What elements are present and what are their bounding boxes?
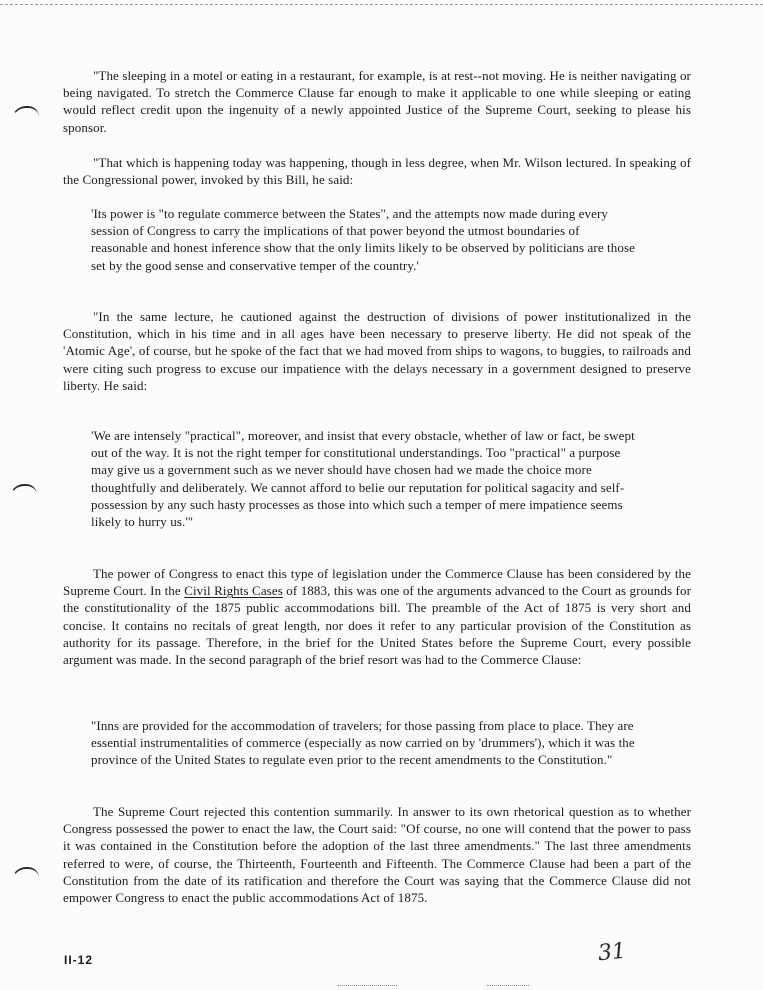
case-citation-civil-rights-cases: Civil Rights Cases [184, 583, 283, 599]
quote-intensely-practical: 'We are intensely "practical", moreover, and insist that every obstacle, whether of law or fact, be swept out of the way. It is not the right temper for constitutional understandings. Too "practical" a purpose may give us a government such as we never should have chosen had we made the choice more thoughtfully and deliberately. We cannot afford to belie our reputation for political sagacity and self-possession by any such hasty processes as those into which such a temper of mere impatience seems likely to hurry us.'" [91, 428, 635, 530]
handwritten-page-number: 31 [596, 938, 628, 967]
paragraph-supreme-court-rejected: The Supreme Court rejected this contention summarily. In answer to its own rhetorical question as to whether Congress possessed the power to enact the law, the Court said: "Of course, no one will contend that the power to pass it was contained in the Constitution before the adoption of the last three amendments." The last three amendments referred to were, of course, the Thirteenth, Fourteenth and Fifteenth. The Commerce Clause had been a part of the Constitution from the date of its ratification and therefore the Court was saying that the Commerce Clause did not empower Congress to enact the public accommodations Act of 1875. [63, 804, 691, 906]
paragraph-motel-restaurant: "The sleeping in a motel or eating in a restaurant, for example, is at rest--not moving. He is neither navigating or being navigated. To stretch the Commerce Clause far enough to make it applicable to one while sleeping or eating would reflect credit upon the ingenuity of a newly appointed Justice of the Supreme Court, seeking to please his sponsor. [63, 68, 691, 135]
bottom-scan-mark-2 [487, 985, 529, 986]
quote-power-to-regulate: 'Its power is "to regulate commerce between the States", and the attempts now made during every session of Congress to carry the implications of that power beyond the utmost boundaries of reasonable and honest inference show that the only limits likely to be observed by politicians are those set by the good sense and conservative temper of the country.' [91, 206, 635, 273]
top-perforation-line [0, 4, 763, 5]
paragraph-same-lecture: "In the same lecture, he cautioned against the destruction of divisions of power institutionalized in the Constitution, which in his time and in all ages have been necessary to preserve liberty. He did not speak of the 'Atomic Age', of course, but he spoke of the fact that we had moved from ships to wagons, to buggies, to railroads and were citing such progress to excuse our impatience with the delays necessary in a government designed to preserve liberty. He said: [63, 309, 691, 393]
margin-mark-3 [12, 867, 39, 881]
quote-inns-provided: "Inns are provided for the accommodation of travelers; for those passing from place to place. They are essential instrumentalities of commerce (especially as now carried on by 'drummers'), which it was the province of the United States to regulate even prior to the recent amendments to the Constitution." [91, 718, 635, 768]
paragraph-text-end: of 1883, this was one of the arguments advanced to the Court as grounds for the constitutionality of the 1875 public accommodations bill. The preamble of the Act of 1875 is very short and concise. It contains no recitals of great length, nor does it refer to any particular provision of the Constitution as authority for its passage. Therefore, in the brief for the United States before the Supreme Court, every possible argument was made. In the second paragraph of the brief resort was had to the Commerce Clause: [63, 583, 691, 668]
section-page-id: II-12 [64, 953, 94, 967]
bottom-scan-mark-1 [337, 985, 397, 986]
margin-mark-2 [10, 484, 37, 498]
paragraph-text-start: The power of Congress to enact this type of legislation under the Commerce Clause has been considered by the Supreme Court. In the [63, 566, 691, 599]
margin-mark-1 [12, 106, 39, 120]
paragraph-wilson-lecture: "That which is happening today was happening, though in less degree, when Mr. Wilson lectured. In speaking of the Congressional power, invoked by this Bill, he said: [63, 155, 691, 188]
paragraph-civil-rights-cases [63, 565, 691, 668]
